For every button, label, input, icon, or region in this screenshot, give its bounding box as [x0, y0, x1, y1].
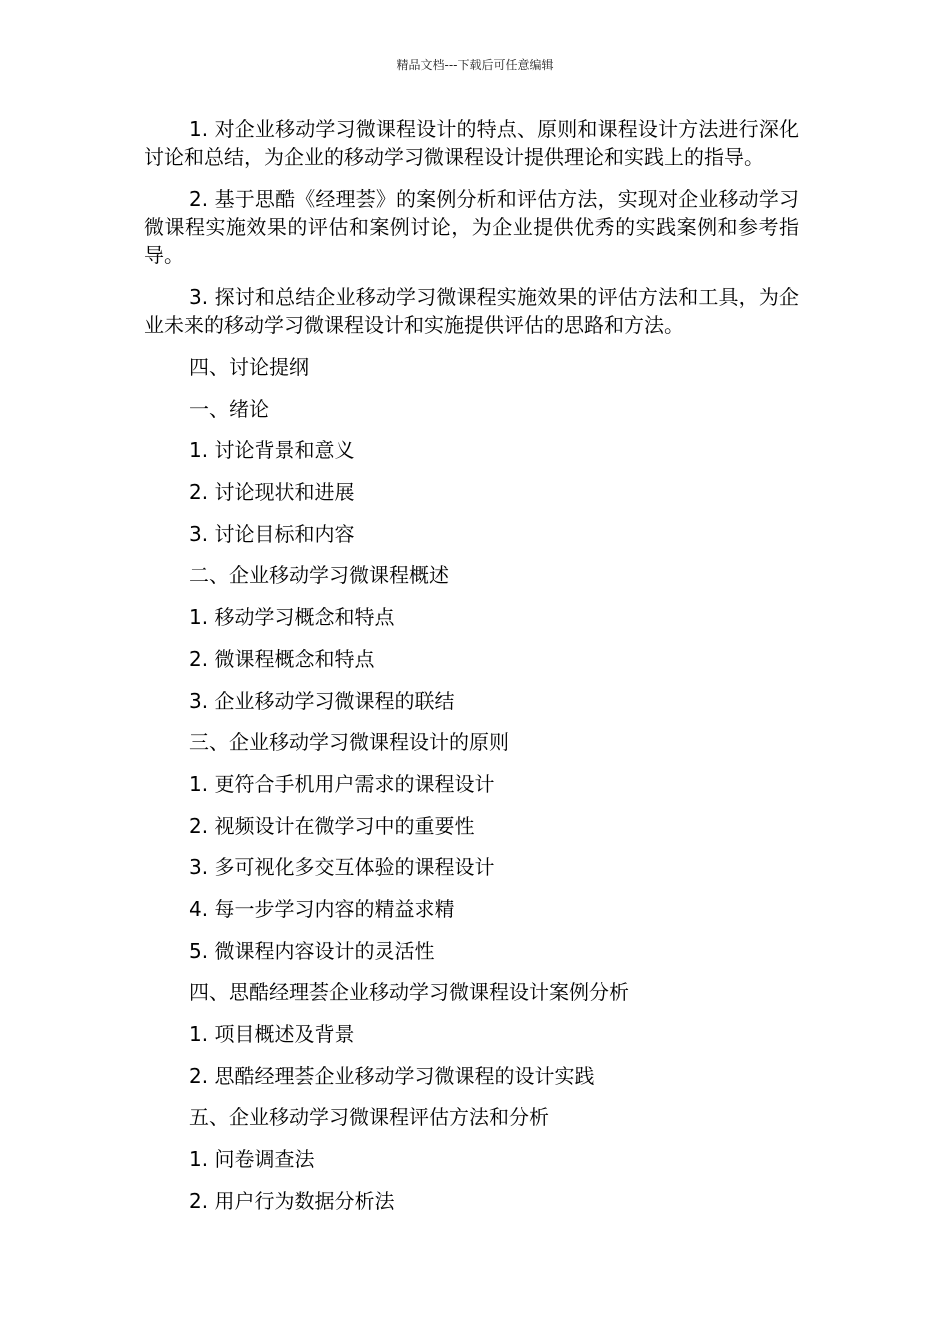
chapter-heading: 五、企业移动学习微课程评估方法和分析 [189, 1105, 549, 1130]
chapter-heading: 四、思酷经理荟企业移动学习微课程设计案例分析 [189, 980, 629, 1005]
outline-item: 1. 项目概述及背景 [189, 1022, 355, 1046]
outline-item: 1. 移动学习概念和特点 [189, 605, 395, 630]
outline-item: 1. 问卷调查法 [189, 1147, 315, 1172]
outline-item: 5. 微课程内容设计的灵活性 [189, 938, 435, 963]
paragraph-goal-1: 1. 对企业移动学习微课程设计的特点、原则和课程设计方法进行深化讨论和总结，为企业的移动学习微课程设计提供理论和实践上的指导。 [144, 117, 799, 169]
outline-item: 2. 微课程概念和特点 [189, 646, 375, 671]
outline-item: 3. 讨论目标和内容 [189, 521, 355, 546]
document-body [144, 115, 799, 1228]
outline-item: 2. 讨论现状和进展 [189, 480, 355, 505]
paragraph-goal-2: 2. 基于思酷《经理荟》的案例分析和评估方法，实现对企业移动学习微课程实施效果的评估和案例讨论，为企业提供优秀的实践案例和参考指导。 [144, 187, 799, 267]
paragraph-goal-3: 3. 探讨和总结企业移动学习微课程实施效果的评估方法和工具，为企业未来的移动学习微课程设计和实施提供评估的思路和方法。 [144, 285, 799, 337]
outline-list [144, 353, 799, 1228]
outline-item: 3. 企业移动学习微课程的联结 [189, 688, 455, 713]
chapter-heading: 三、企业移动学习微课程设计的原则 [189, 730, 509, 755]
chapter-heading: 二、企业移动学习微课程概述 [189, 563, 449, 588]
outline-item: 1. 更符合手机用户需求的课程设计 [189, 771, 495, 796]
section-heading: 四、讨论提纲 [189, 355, 309, 379]
outline-item: 2. 思酷经理荟企业移动学习微课程的设计实践 [189, 1063, 595, 1088]
chapter-heading: 一、绪论 [189, 396, 269, 421]
outline-item: 3. 多可视化多交互体验的课程设计 [189, 855, 495, 880]
outline-item: 1. 讨论背景和意义 [189, 438, 355, 463]
page-header: 精品文档---下载后可任意编辑 [396, 58, 554, 72]
outline-item: 2. 视频设计在微学习中的重要性 [189, 813, 475, 838]
outline-item: 2. 用户行为数据分析法 [189, 1188, 395, 1213]
outline-item: 4. 每一步学习内容的精益求精 [189, 896, 455, 921]
